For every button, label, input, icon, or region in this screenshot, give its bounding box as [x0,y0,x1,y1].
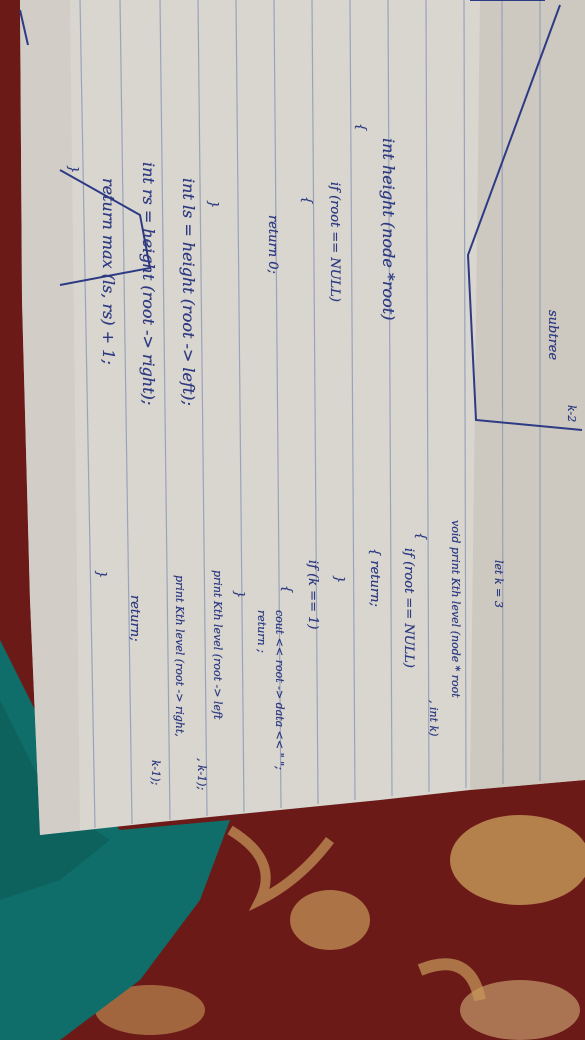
note-final-brace-left: } [65,165,80,174]
note-return-k: return ; [255,610,268,653]
note-cout-line: cout << root -> data << " "; [273,610,286,770]
note-open-brace-left: { [353,123,368,132]
carpet-pattern [290,890,370,950]
note-close-right-2: } [231,590,246,599]
note-return-final: return; [127,595,142,642]
note-return-zero: return 0; [265,215,280,274]
note-brace-left-2: { [299,196,314,205]
note-level-label: k-2 [565,405,578,423]
note-recurse-left: print Kth level (root -> left [211,570,224,720]
note-recurse-right: print Kth level (root -> right, [173,575,186,737]
note-subtree-label: subtree [545,310,560,361]
note-return-block: { return; [367,548,382,607]
note-height-signature: int height (node *root) [379,138,398,321]
carpet-pattern [450,815,585,905]
note-if-null-left: if (root == NULL) [327,182,342,302]
note-brace-k: { [279,585,294,594]
note-let-k: let k = 3 [492,560,505,608]
note-return-max: return max (ls, rs) + 1; [99,178,118,365]
note-if-null-right: if (root == NULL) [401,548,416,668]
note-rs-line: int rs = height (root -> right); [139,162,158,406]
page-edge-shadow [470,0,585,790]
note-printk-signature: void print Kth level (node * root [449,520,462,698]
note-if-k1: if (k == 1) [305,560,320,630]
note-final-brace-right: } [93,570,108,579]
note-ls-line: int ls = height (root -> left); [179,178,198,406]
note-recurse-left-k: , k-1); [195,758,208,791]
note-open-brace-right: { [413,532,428,541]
note-printk-signature-cont: , int k) [427,700,440,737]
note-recurse-right-k: k-1); [149,760,162,786]
note-close-brace-left: } [205,200,220,209]
note-close-right-1: } [331,575,346,584]
